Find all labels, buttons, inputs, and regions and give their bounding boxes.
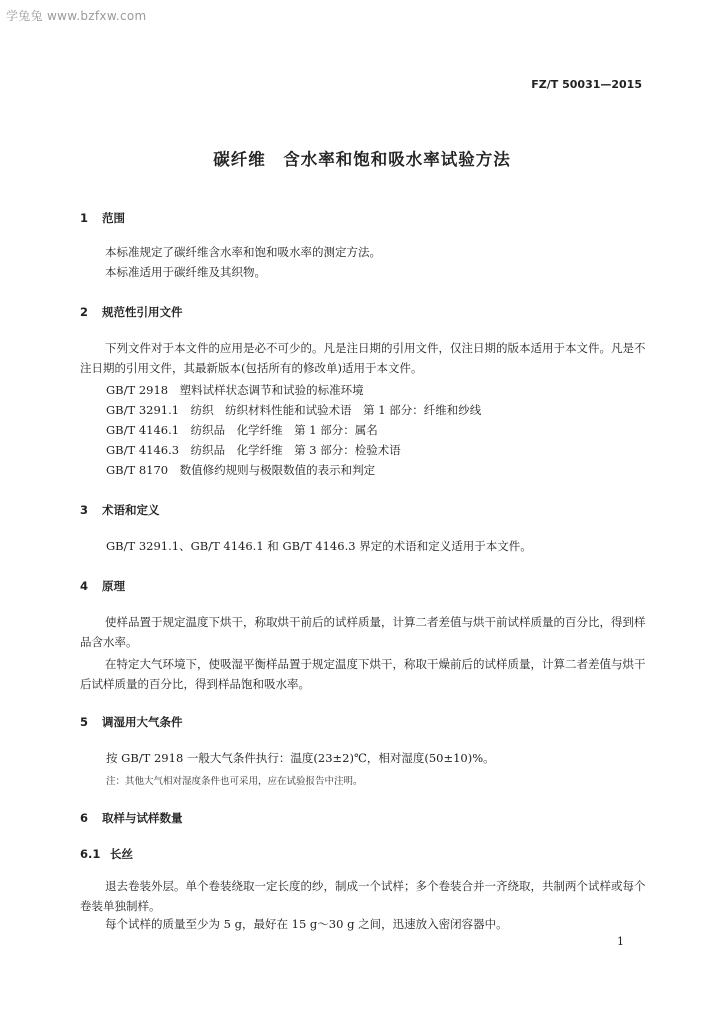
subsection-6-1-heading bbox=[80, 846, 133, 862]
section-title: 术语和定义 bbox=[102, 503, 160, 517]
section-5-heading bbox=[80, 714, 183, 730]
section-title: 原理 bbox=[102, 579, 125, 593]
page-number: 1 bbox=[617, 935, 624, 948]
section-5-note: 注：其他大气相对湿度条件也可采用，应在试验报告中注明。 bbox=[106, 776, 363, 787]
reference-item: GB/T 4146.3 纺织品 化学纤维 第 3 部分：检验术语 bbox=[106, 443, 401, 457]
section-2-para-1: 下列文件对于本文件的应用是必不可少的。凡是注日期的引用文件，仅注日期的版本适用于本文件。凡是不注日期的引用文件，其最新版本(包括所有的修改单)适用于本文件。 bbox=[80, 341, 646, 375]
section-title: 范围 bbox=[102, 211, 125, 225]
reference-item: GB/T 3291.1 纺织 纺织材料性能和试验术语 第 1 部分：纤维和纱线 bbox=[106, 403, 482, 417]
section-1-para-1: 本标准规定了碳纤维含水率和饱和吸水率的测定方法。 bbox=[105, 245, 381, 259]
section-title: 调湿用大气条件 bbox=[102, 715, 183, 729]
section-4-heading bbox=[80, 578, 125, 594]
section-number: 1 bbox=[80, 211, 89, 225]
section-number: 4 bbox=[80, 579, 89, 593]
watermark-text: 学兔兔 www.bzfxw.com bbox=[6, 9, 147, 23]
section-1-heading bbox=[80, 210, 125, 226]
section-title: 取样与试样数量 bbox=[102, 811, 183, 825]
subsection-title: 长丝 bbox=[110, 847, 133, 861]
subsection-number: 6.1 bbox=[80, 847, 101, 861]
subsection-6-1-para-1: 退去卷装外层。单个卷装绕取一定长度的纱，制成一个试样；多个卷装合并一齐绕取，共制两个试样或每个卷装单独制样。 bbox=[80, 879, 646, 913]
section-5-para-1: 按 GB/T 2918 一般大气条件执行：温度(23±2)℃，相对湿度(50±10)%。 bbox=[106, 751, 495, 765]
section-number: 3 bbox=[80, 503, 89, 517]
section-title: 规范性引用文件 bbox=[102, 305, 183, 319]
subsection-6-1-para-2: 每个试样的质量至少为 5 g，最好在 15 g～30 g 之间，迅速放入密闭容器中。 bbox=[105, 917, 508, 931]
section-number: 2 bbox=[80, 305, 89, 319]
section-3-heading bbox=[80, 502, 160, 518]
reference-item: GB/T 2918 塑料试样状态调节和试验的标准环境 bbox=[106, 383, 364, 397]
section-4-para-2: 在特定大气环境下，使吸湿平衡样品置于规定温度下烘干，称取干燥前后的试样质量，计算二者差值与烘干后试样质量的百分比，得到样品饱和吸水率。 bbox=[80, 657, 646, 691]
document-title: 碳纤维 含水率和饱和吸水率试验方法 bbox=[213, 150, 511, 169]
section-3-para-1: GB/T 3291.1、GB/T 4146.1 和 GB/T 4146.3 界定的术语和定义适用于本文件。 bbox=[106, 539, 532, 553]
reference-item: GB/T 4146.1 纺织品 化学纤维 第 1 部分：属名 bbox=[106, 423, 378, 437]
section-6-heading bbox=[80, 810, 183, 826]
section-4-para-1: 使样品置于规定温度下烘干，称取烘干前后的试样质量，计算二者差值与烘干前试样质量的百分比，得到样品含水率。 bbox=[80, 615, 646, 649]
section-1-para-2: 本标准适用于碳纤维及其织物。 bbox=[105, 265, 266, 279]
section-number: 5 bbox=[80, 715, 89, 729]
section-2-heading bbox=[80, 304, 183, 320]
reference-item: GB/T 8170 数值修约规则与极限数值的表示和判定 bbox=[106, 463, 376, 477]
section-number: 6 bbox=[80, 811, 89, 825]
standard-code: FZ/T 50031—2015 bbox=[531, 78, 642, 91]
